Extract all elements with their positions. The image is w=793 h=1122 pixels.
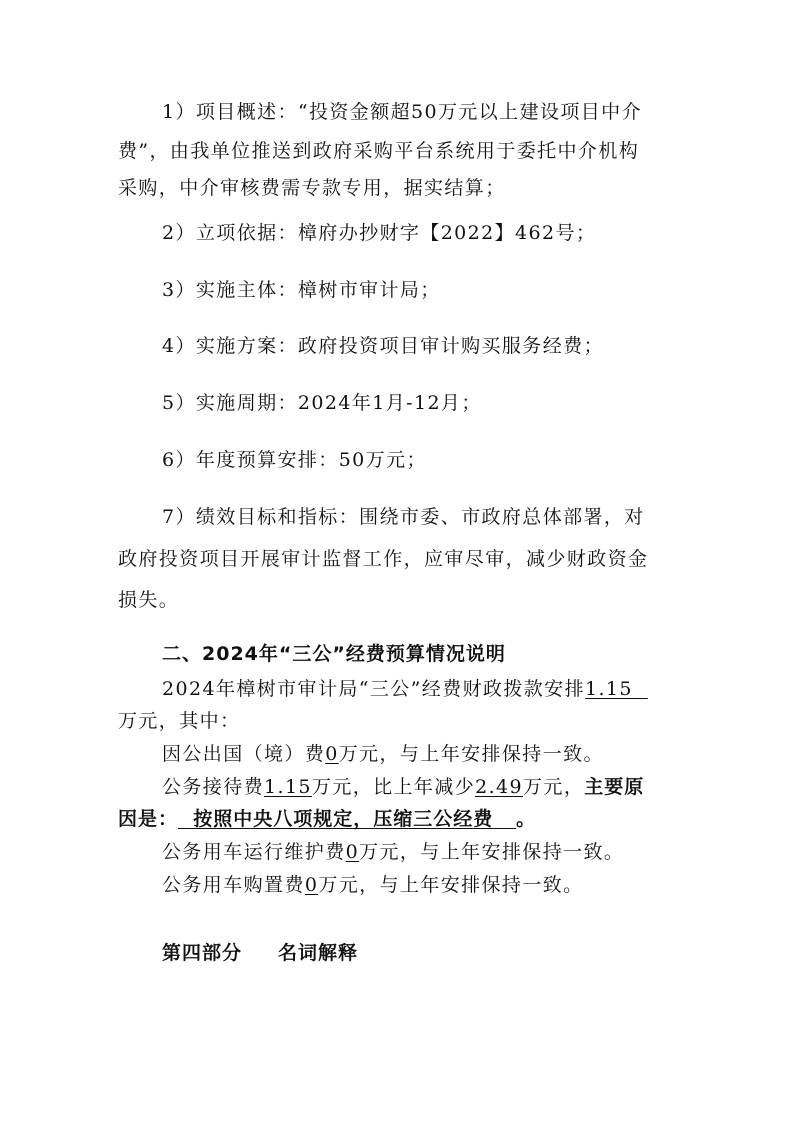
abroad-fee-line (162, 742, 604, 766)
vehicle-run-amount: 0 (345, 841, 360, 863)
section2-intro-suffix: 万元，其中： (118, 710, 241, 732)
reception-prefix: 公务接待费 (162, 776, 265, 798)
intro-amount-blank (633, 678, 648, 700)
abroad-suffix: 万元，与上年安排保持一致。 (338, 743, 604, 765)
reception-unit: 万元， (523, 776, 585, 798)
item3-subject: 3）实施主体：樟树市审计局； (162, 279, 441, 301)
reason-label-line1: 主要原 (584, 776, 645, 798)
vehicle-buy-fee-line (162, 873, 584, 897)
item5-period: 5）实施周期：2024年1月-12月； (162, 392, 482, 414)
vehicle-buy-amount: 0 (304, 874, 319, 896)
item1-line3: 采购，中介审核费需专款专用，据实结算； (118, 177, 506, 199)
abroad-prefix: 因公出国（境）费 (162, 743, 326, 765)
reason-text: 按照中央八项规定，压缩三公经费 (193, 808, 494, 830)
reason-lead-blank (178, 808, 193, 830)
reason-line (118, 807, 536, 831)
section4-part: 第四部分 (162, 942, 243, 964)
item7-line3: 损失。 (118, 589, 180, 611)
item6-budget: 6）年度预算安排：50万元； (162, 449, 427, 471)
section2-intro (162, 677, 648, 701)
item2-basis: 2）立项依据：樟府办抄财字【2022】462号； (162, 222, 597, 244)
reason-label-line2: 因是： (118, 808, 179, 830)
reception-mid: 万元，比上年减少 (311, 776, 476, 798)
vehicle-run-fee-line (162, 840, 624, 864)
section4-title: 名词解释 (278, 942, 359, 964)
item1-line1: 1）项目概述：“投资金额超50万元以上建设项目中介 (162, 101, 642, 123)
vehicle-buy-suffix: 万元，与上年安排保持一致。 (318, 874, 584, 896)
abroad-amount: 0 (325, 743, 339, 765)
vehicle-run-suffix: 万元，与上年安排保持一致。 (359, 841, 625, 863)
vehicle-run-prefix: 公务用车运行维护费 (162, 841, 346, 863)
section2-heading: 二、2024年“三公”经费预算情况说明 (162, 643, 506, 665)
reception-fee-line (162, 775, 644, 799)
reason-trail-blank (493, 808, 516, 830)
reception-amount: 1.15 (264, 776, 312, 798)
reason-end: 。 (516, 808, 537, 830)
item4-plan: 4）实施方案：政府投资项目审计购买服务经费； (162, 335, 604, 357)
intro-amount: 1.15 (584, 678, 633, 700)
item1-line2: 费”，由我单位推送到政府采购平台系统用于委托中介机构 (118, 140, 640, 162)
reception-decrease: 2.49 (475, 776, 524, 798)
item7-line1: 7）绩效目标和指标：围绕市委、市政府总体部署，对 (162, 506, 645, 528)
item7-line2: 政府投资项目开展审计监督工作，应审尽审，减少财政资金 (118, 548, 649, 570)
intro-prefix: 2024年樟树市审计局“三公”经费财政拨款安排 (162, 678, 585, 700)
vehicle-buy-prefix: 公务用车购置费 (162, 874, 305, 896)
section4-heading (162, 941, 358, 965)
